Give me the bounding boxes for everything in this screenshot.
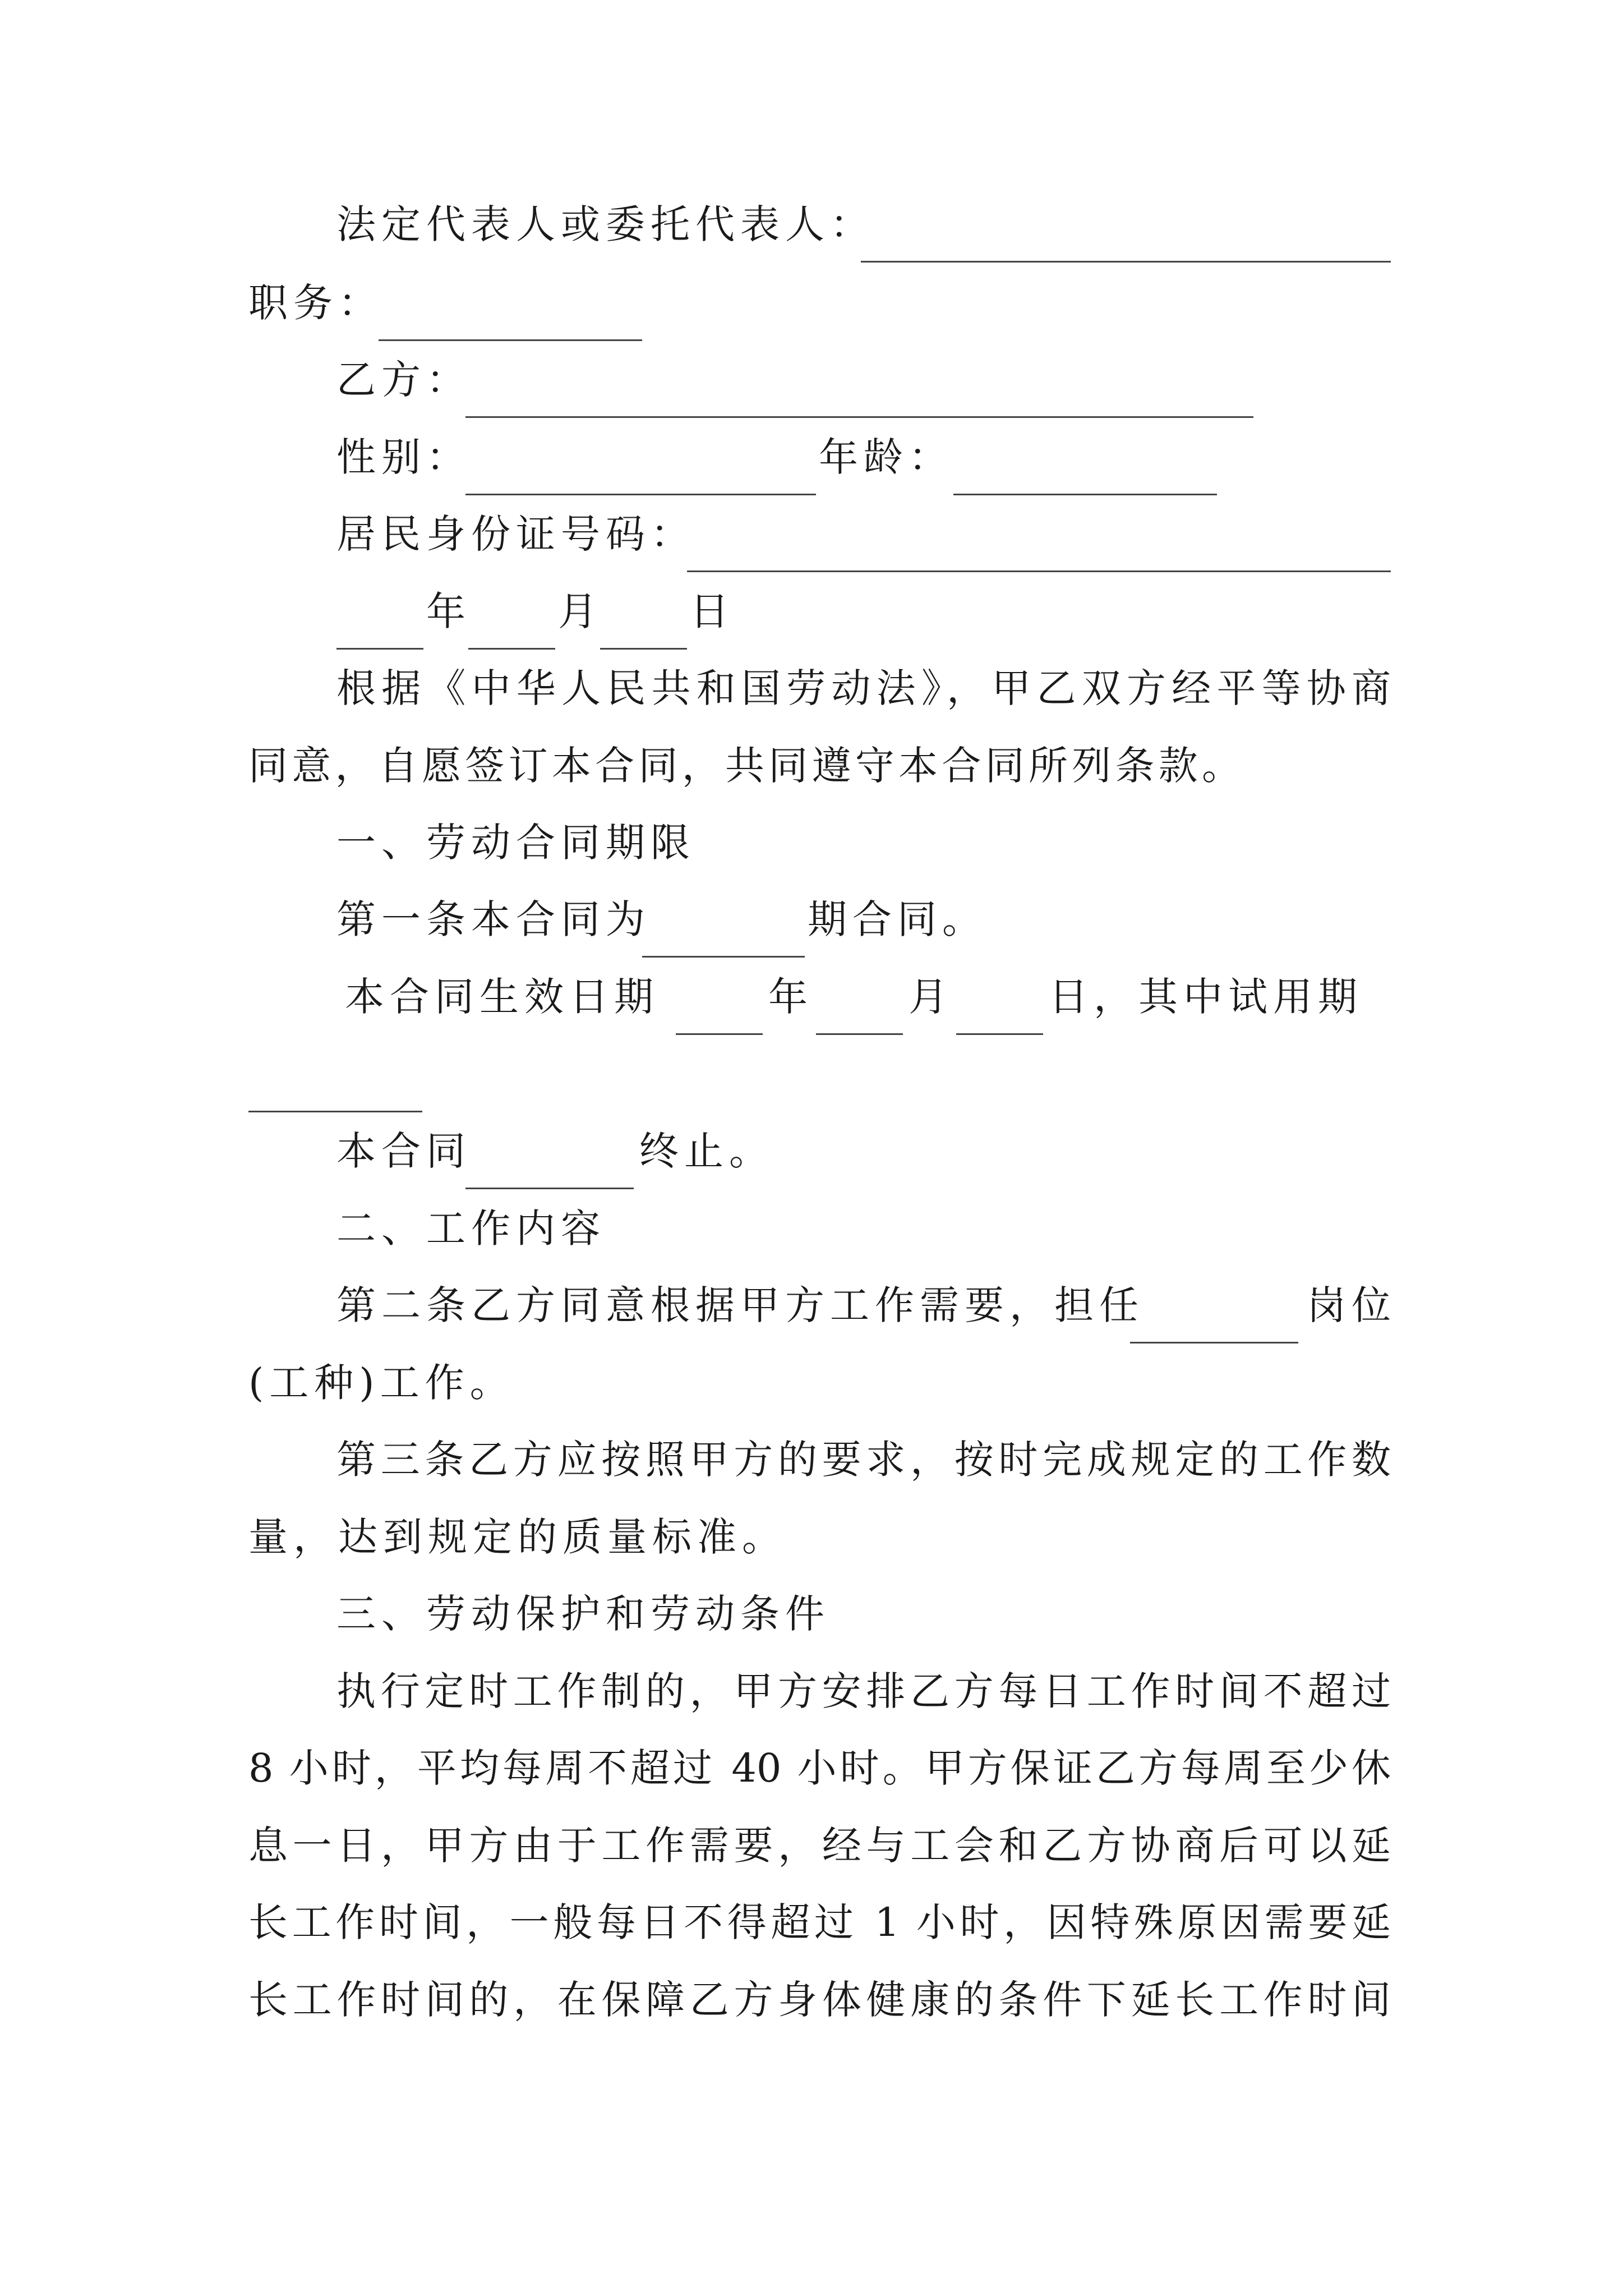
effective-a: 本合同生效日期 xyxy=(345,974,659,1020)
rep-line xyxy=(336,199,875,250)
effective-month-blank[interactable] xyxy=(816,1033,903,1035)
para-3-line-3: 息一日，甲方由于工作需要，经与工会和乙方协商后可以延 xyxy=(248,1823,1391,1869)
gender-blank[interactable] xyxy=(465,494,816,495)
age-blank[interactable] xyxy=(953,494,1217,495)
intro-line-2: 同意，自愿签订本合同，共同遵守本合同所列条款。 xyxy=(248,743,1241,789)
gender-label: 性别： xyxy=(336,434,471,480)
age-line xyxy=(819,432,953,482)
article-3-line-2: 量，达到规定的质量标准。 xyxy=(248,1514,787,1560)
gender-line xyxy=(336,432,471,482)
rep-label: 法定代表人或委托代表人： xyxy=(336,201,875,247)
position-blank[interactable] xyxy=(379,339,642,341)
article-1-b: 期合同。 xyxy=(808,896,987,942)
date-year-blank[interactable] xyxy=(336,648,423,650)
effective-day: 日，其中试用期 xyxy=(1049,974,1363,1020)
party-b-label: 乙方： xyxy=(336,357,471,403)
age-label: 年龄： xyxy=(819,434,953,480)
id-blank[interactable] xyxy=(687,570,1391,572)
effective-day-blank[interactable] xyxy=(956,1033,1043,1035)
para-3-line-2: 8 小时，平均每周不超过 40 小时。甲方保证乙方每周至少休 xyxy=(248,1745,1391,1791)
date-day-blank[interactable] xyxy=(600,648,687,650)
end-b: 终止。 xyxy=(639,1128,774,1174)
intro-line-1: 根据《中华人民共和国劳动法》，甲乙双方经平等协商 xyxy=(336,665,1391,711)
date-day-label: 日 xyxy=(690,588,735,634)
post-blank[interactable] xyxy=(1130,1342,1298,1343)
para-3-line-4: 长工作时间，一般每日不得超过 1 小时，因特殊原因需要延 xyxy=(248,1899,1391,1945)
section-2-heading: 二、工作内容 xyxy=(336,1205,606,1251)
position-label: 职务： xyxy=(248,280,383,326)
date-year-label: 年 xyxy=(426,588,471,634)
contract-type-blank[interactable] xyxy=(642,956,805,958)
date-month-blank[interactable] xyxy=(468,648,555,650)
end-date-blank[interactable] xyxy=(465,1188,634,1189)
rep-blank[interactable] xyxy=(861,261,1391,263)
article-2-b: 岗位 xyxy=(1307,1282,1396,1328)
article-2-a: 第二条乙方同意根据甲方工作需要，担任 xyxy=(336,1282,1144,1328)
date-month-label: 月 xyxy=(558,588,603,634)
article-1-a: 第一条本合同为 xyxy=(336,896,651,942)
para-3-line-5: 长工作时间的，在保障乙方身体健康的条件下延长工作时间 xyxy=(248,1977,1391,2023)
article-3-line-1: 第三条乙方应按照甲方的要求，按时完成规定的工作数 xyxy=(336,1437,1391,1483)
article-2-c: (工种)工作。 xyxy=(248,1360,515,1406)
probation-blank[interactable] xyxy=(248,1111,422,1112)
id-line xyxy=(336,509,695,559)
effective-year-blank[interactable] xyxy=(676,1033,763,1035)
date-year-unit xyxy=(426,586,471,637)
end-a: 本合同 xyxy=(336,1128,471,1174)
effective-year: 年 xyxy=(768,974,813,1020)
section-1-heading: 一、劳动合同期限 xyxy=(336,820,695,866)
date-day-unit xyxy=(690,586,735,637)
section-3-heading: 三、劳动保护和劳动条件 xyxy=(336,1591,830,1637)
para-3-line-1: 执行定时工作制的，甲方安排乙方每日工作时间不超过 xyxy=(336,1668,1391,1714)
position-line xyxy=(248,278,383,328)
id-label: 居民身份证号码： xyxy=(336,511,695,557)
party-b-blank[interactable] xyxy=(465,416,1253,418)
effective-month: 月 xyxy=(909,974,953,1020)
party-b-line xyxy=(336,355,471,405)
date-month-unit xyxy=(558,586,603,637)
